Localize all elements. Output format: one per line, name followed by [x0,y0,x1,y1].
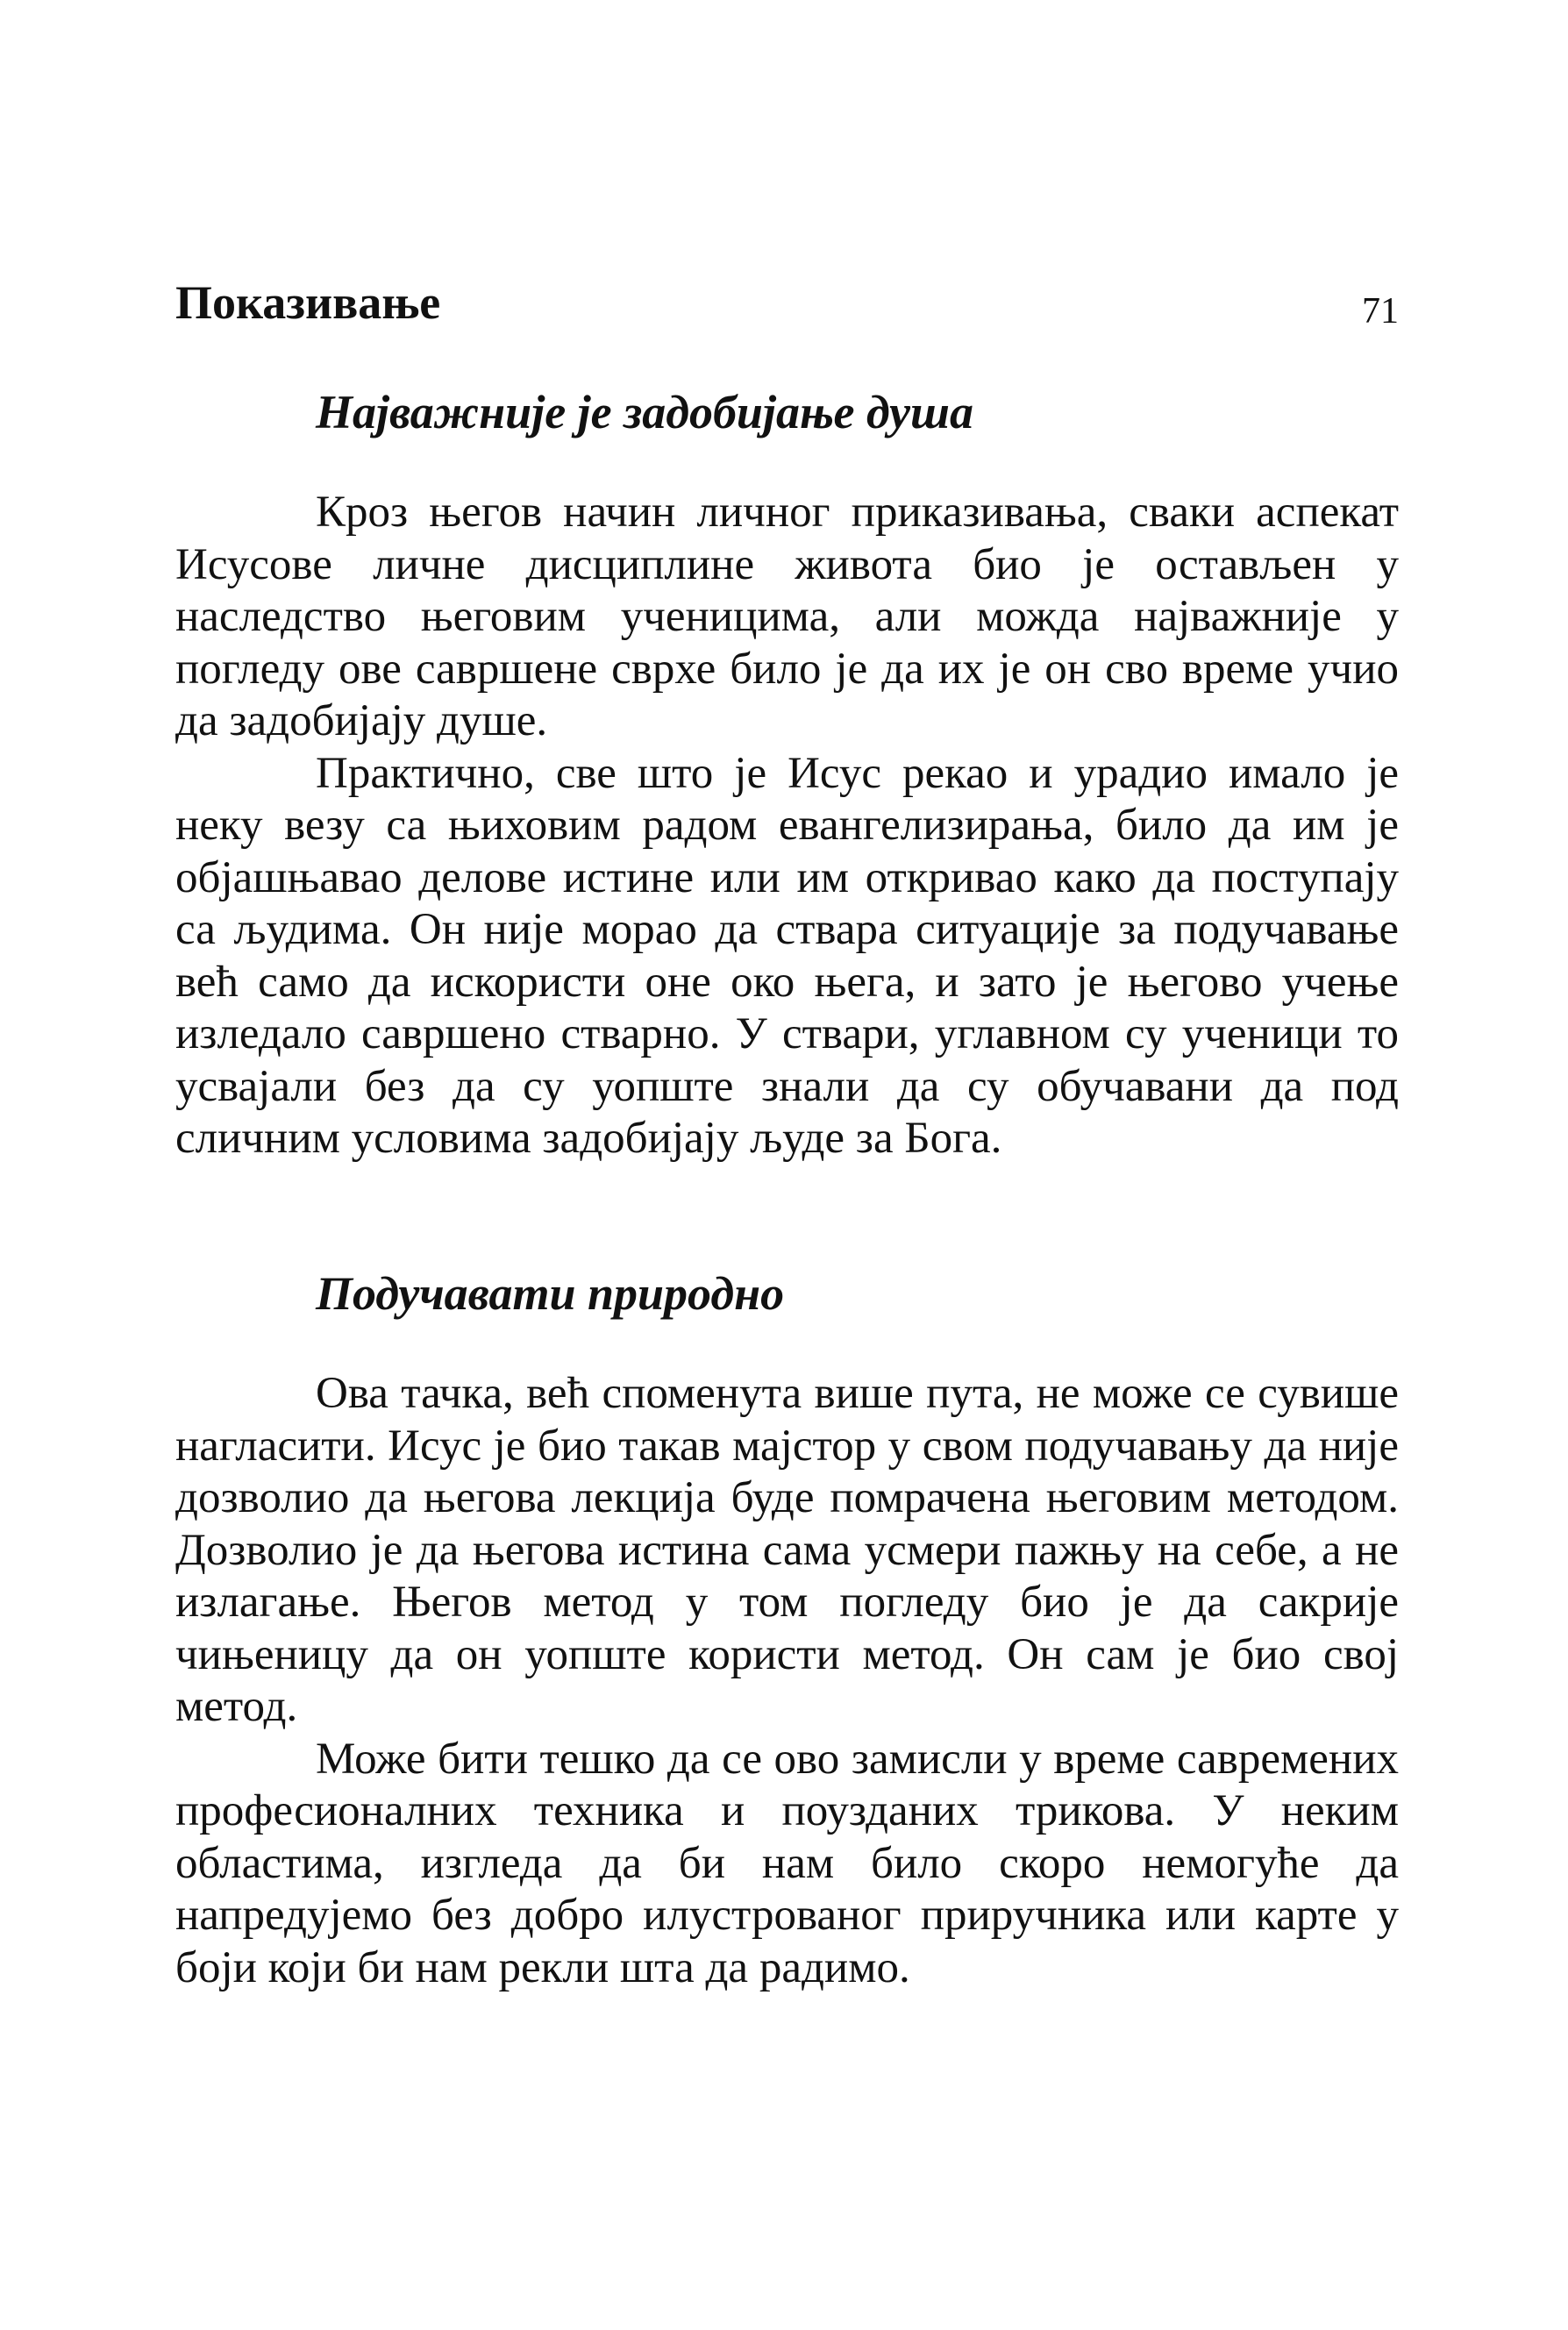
page-number: 71 [1362,291,1399,331]
paragraph: Може бити тешко да се ово замисли у време савремених професионалних техника и поузданих трикова. У неким областима, изгледа да би нам било скоро немогуће да напредујемо без добро илустрованог приручника или карте у боји који би нам рекли шта да радимо. [175,1734,1399,1992]
chapter-title: Показивање [175,276,441,329]
section-body-teach-naturally [175,1368,1399,1994]
running-header [175,267,1399,338]
section-heading-soul-winning: Најважније је задобијање душа [316,386,973,438]
paragraph: Практично, све што је Исус рекао и урадио имало је неку везу са њиховим радом евангелизирања, било да им је објашњавао делове истине или им откривао како да поступају са људима. Он није морао да ствара ситуације за подучавање већ само да искористи оне око њега, и зато је његово учење изледало савршено стварно. У ствари, углавном су ученици то усвајали без да су уопште знали да су обучавани да под сличним условима задобијају људе за Бога. [175,748,1399,1163]
section-body-soul-winning [175,487,1399,1165]
paragraph: Ова тачка, већ споменута више пута, не може се сувише нагласити. Исус је био такав мајстор у свом подучавању да није дозволио да његова лекција буде помрачена његовим методом. Дозволио је да његова истина сама усмери пажњу на себе, а не излагање. Његов метод у том погледу био је да сакрије чињеницу да он уопште користи метод. Он сам је био свој метод. [175,1369,1399,1731]
section-heading-teach-naturally: Подучавати природно [316,1267,785,1320]
paragraph: Кроз његов начин личног приказивања, сваки аспекат Исусове личне дисциплине живота био је остављен у наследство његовим ученицима, али можда најважније у погледу ове савршене сврхе било је да их је он сво време учио да задобијају душе. [175,488,1399,745]
